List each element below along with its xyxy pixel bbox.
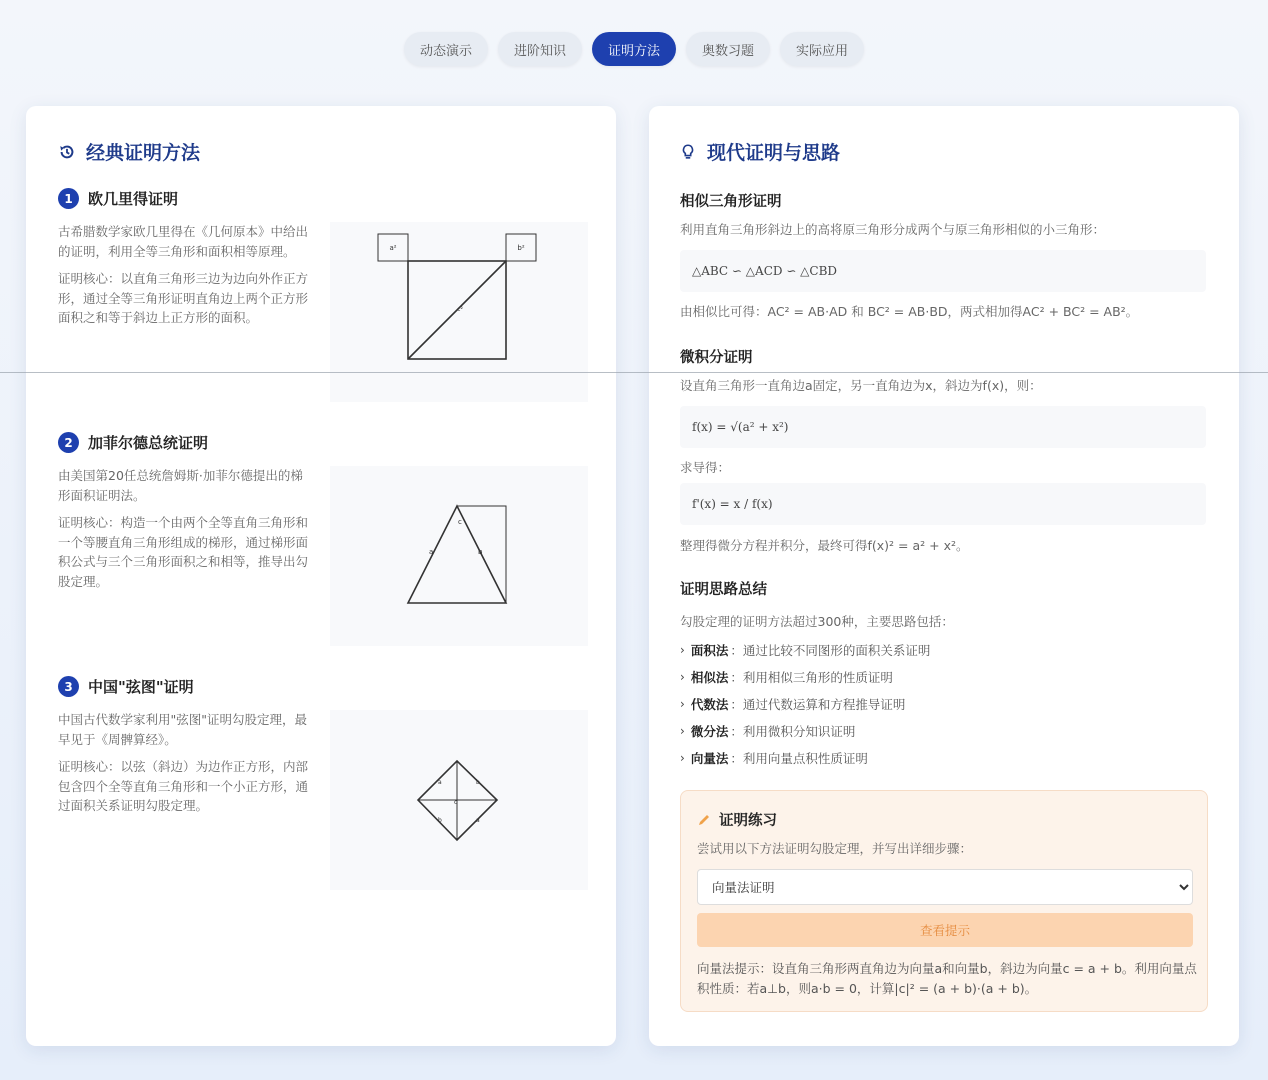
label-c: c bbox=[458, 518, 462, 526]
summary-intro: 勾股定理的证明方法超过300种，主要思路包括： bbox=[680, 614, 954, 629]
item-desc: ：利用微积分知识证明 bbox=[730, 723, 856, 739]
xiantu-figure bbox=[330, 710, 588, 890]
method-text bbox=[58, 222, 308, 336]
method-heading bbox=[58, 188, 588, 209]
similar-triangles-formula: △ABC ∽ △ACD ∽ △CBD bbox=[680, 250, 1206, 292]
label-c: c bbox=[454, 799, 458, 806]
label-b: b bbox=[478, 548, 483, 556]
method-description: 古希腊数学家欧几里得在《几何原本》中给出的证明，利用全等三角形和面积相等原理。 bbox=[58, 224, 309, 259]
euclid-diagram bbox=[330, 222, 588, 402]
method-core: 证明核心：构造一个由两个全等直角三角形和一个等腰直角三角形组成的梯形，通过梯形面积公式与三个三角形面积之和相等，推导出勾股定理。 bbox=[58, 515, 309, 589]
method-heading bbox=[58, 676, 588, 697]
label-b2: b² bbox=[517, 244, 525, 252]
chevron-right-icon: › bbox=[680, 723, 685, 738]
method-select[interactable] bbox=[697, 869, 1193, 905]
calculus-intro: 设直角三角形一直角边a固定，另一直角边为x，斜边为f(x)，则： bbox=[680, 378, 1042, 393]
card-title bbox=[679, 138, 840, 165]
method-garfield bbox=[58, 432, 588, 589]
method-name: 中国"弦图"证明 bbox=[88, 678, 194, 696]
item-desc: ：利用相似三角形的性质证明 bbox=[730, 669, 893, 685]
chevron-right-icon: › bbox=[680, 642, 685, 657]
method-text bbox=[58, 710, 308, 824]
practice-prompt: 尝试用以下方法证明勾股定理，并写出详细步骤： bbox=[697, 841, 973, 856]
method-heading bbox=[58, 432, 588, 453]
item-desc: ：利用向量点积性质证明 bbox=[730, 750, 868, 766]
lightbulb-icon bbox=[679, 143, 697, 161]
item-name: 向量法 bbox=[690, 750, 729, 766]
method-name: 加菲尔德总统证明 bbox=[88, 434, 209, 452]
label-a2: a bbox=[476, 817, 480, 824]
calculus-derive-label: 求导得： bbox=[680, 460, 731, 475]
chevron-right-icon: › bbox=[680, 750, 685, 765]
similar-triangles-heading: 相似三角形证明 bbox=[680, 194, 782, 210]
calculus-heading: 微积分证明 bbox=[680, 350, 753, 366]
similar-triangles-intro: 利用直角三角形斜边上的高将原三角形分成两个与原三角形相似的小三角形： bbox=[680, 222, 1106, 237]
practice-heading-text: 证明练习 bbox=[719, 813, 777, 829]
item-name: 相似法 bbox=[690, 669, 729, 685]
tab-olympiad-exercises[interactable]: 奥数习题 bbox=[686, 32, 770, 66]
method-text bbox=[58, 466, 308, 599]
item-name: 代数法 bbox=[690, 696, 729, 712]
euclid-figure bbox=[330, 222, 588, 402]
label-a: a bbox=[438, 779, 442, 786]
garfield-figure bbox=[330, 466, 588, 646]
pencil-icon bbox=[697, 813, 711, 827]
list-item bbox=[680, 663, 930, 690]
label-a: a bbox=[429, 548, 434, 556]
item-name: 微分法 bbox=[690, 723, 729, 739]
xiantu-diagram bbox=[330, 710, 588, 890]
garfield-diagram bbox=[330, 466, 588, 646]
summary-heading: 证明思路总结 bbox=[680, 582, 767, 598]
card-title bbox=[58, 138, 200, 165]
chevron-right-icon: › bbox=[680, 696, 685, 711]
tab-advanced-knowledge[interactable]: 进阶知识 bbox=[498, 32, 582, 66]
number-badge: 3 bbox=[58, 676, 79, 697]
method-description: 中国古代数学家利用"弦图"证明勾股定理，最早见于《周髀算经》。 bbox=[58, 712, 307, 747]
method-description: 由美国第20任总统詹姆斯·加菲尔德提出的梯形面积证明法。 bbox=[58, 468, 303, 503]
label-b2: b bbox=[438, 817, 442, 824]
summary-list bbox=[680, 636, 930, 771]
calculus-formula-2: f'(x) = x / f(x) bbox=[680, 483, 1206, 525]
calculus-conclusion: 整理得微分方程并积分，最终可得f(x)² = a² + x²。 bbox=[680, 538, 969, 553]
calculus-formula-1: f(x) = √(a² + x²) bbox=[680, 406, 1206, 448]
card-title-text: 经典证明方法 bbox=[86, 142, 201, 164]
tab-bar bbox=[0, 32, 1268, 66]
tab-applications[interactable]: 实际应用 bbox=[780, 32, 864, 66]
modern-proofs-card bbox=[649, 106, 1239, 1046]
divider-line bbox=[0, 372, 1268, 373]
label-b: b bbox=[476, 779, 480, 786]
list-item bbox=[680, 636, 930, 663]
list-item bbox=[680, 690, 930, 717]
number-badge: 2 bbox=[58, 432, 79, 453]
view-hint-button[interactable]: 查看提示 bbox=[697, 913, 1193, 947]
method-euclid bbox=[58, 188, 588, 325]
list-item bbox=[680, 744, 930, 771]
practice-box bbox=[680, 790, 1208, 1012]
tab-dynamic-demo[interactable]: 动态演示 bbox=[404, 32, 488, 66]
method-core: 证明核心：以弦（斜边）为边作正方形，内部包含四个全等直角三角形和一个小正方形，通过面积关系证明勾股定理。 bbox=[58, 759, 309, 813]
item-desc: ：通过代数运算和方程推导证明 bbox=[730, 696, 906, 712]
label-c2: c² bbox=[457, 306, 463, 313]
practice-heading bbox=[697, 809, 777, 830]
similar-triangles-conclusion: 由相似比可得：AC² = AB·AD 和 BC² = AB·BD，两式相加得AC² + BC² = AB²。 bbox=[680, 304, 1139, 319]
list-item bbox=[680, 717, 930, 744]
method-name: 欧几里得证明 bbox=[88, 190, 179, 208]
hint-text: 向量法提示：设直角三角形两直角边为向量a和向量b，斜边为向量c = a + b。利用向量点积性质：若a⊥b，则a·b = 0，计算|c|² = (a + b)·(a + b)。 bbox=[697, 961, 1197, 996]
label-a2: a² bbox=[389, 244, 397, 252]
item-name: 面积法 bbox=[690, 642, 729, 658]
classic-proofs-card bbox=[26, 106, 616, 1046]
history-icon bbox=[58, 143, 76, 161]
tab-proof-methods[interactable]: 证明方法 bbox=[592, 32, 676, 66]
card-title-text: 现代证明与思路 bbox=[707, 142, 841, 164]
item-desc: ：通过比较不同图形的面积关系证明 bbox=[730, 642, 931, 658]
method-core: 证明核心：以直角三角形三边为边向外作正方形，通过全等三角形证明直角边上两个正方形面积之和等于斜边上正方形的面积。 bbox=[58, 271, 309, 325]
number-badge: 1 bbox=[58, 188, 79, 209]
method-chinese-hypotenuse-diagram bbox=[58, 676, 588, 824]
chevron-right-icon: › bbox=[680, 669, 685, 684]
